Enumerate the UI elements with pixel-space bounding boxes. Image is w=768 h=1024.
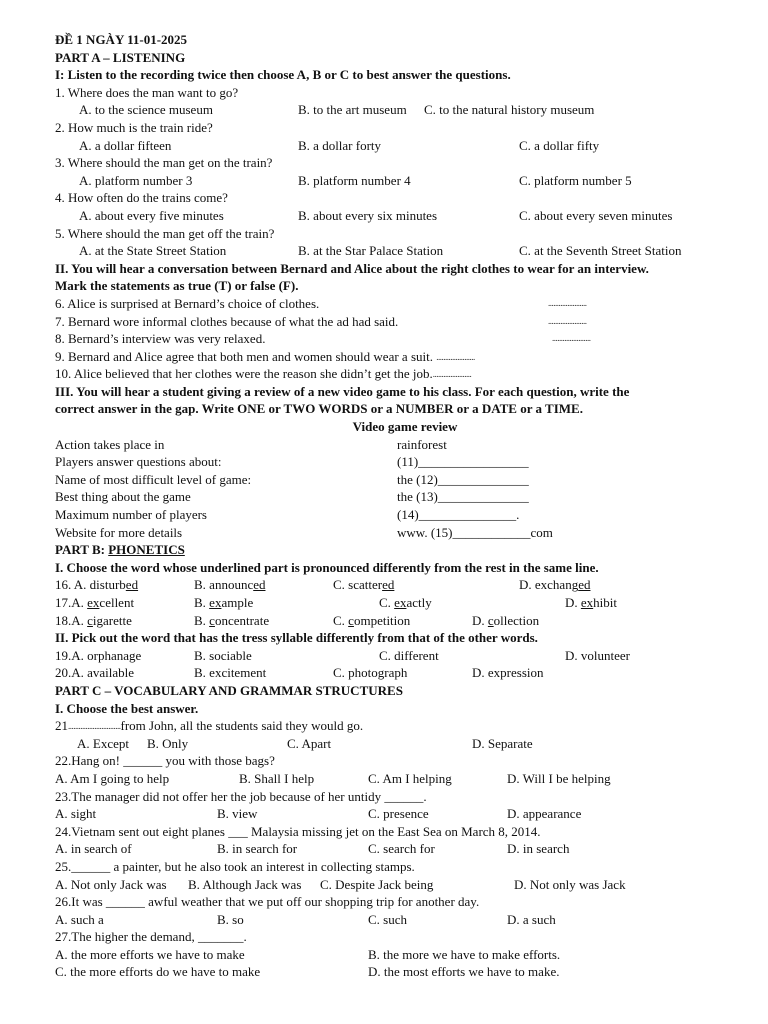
- option-d: D. exhibit: [565, 595, 618, 610]
- grammar-instruction: I. Choose the best answer.: [55, 700, 199, 716]
- option-b: B. Only: [147, 735, 189, 751]
- question-18: 18.A. cigarette B. concentrate C. competition D. collection: [55, 612, 540, 628]
- question-2: 2. How much is the train ride?: [55, 119, 213, 135]
- option-b: B. the more we have to make efforts.: [368, 946, 561, 962]
- option-c: C. exactly: [379, 595, 432, 610]
- option-b: B. concentrate: [194, 612, 270, 628]
- option-d: D. the most efforts we have to make.: [368, 964, 560, 980]
- gap-13[interactable]: the (13)______________: [397, 489, 529, 505]
- option-d: D. a such: [507, 911, 556, 927]
- question-5-options: [55, 242, 755, 260]
- option-a: A. Am I going to help: [55, 770, 170, 786]
- question-24-options: [55, 840, 755, 858]
- option-c: C. Despite Jack being: [320, 876, 434, 892]
- option-b: B. Shall I help: [239, 770, 315, 786]
- gap-11[interactable]: (11)_________________: [397, 454, 529, 470]
- option-b: B. in search for: [217, 841, 298, 857]
- review-table-title: Video game review: [352, 419, 458, 435]
- answer-blank[interactable]: ......................: [548, 297, 587, 308]
- phonetics-1-instruction: I. Choose the word whose underlined part is pronounced differently from the rest in the same line.: [55, 559, 599, 575]
- question-26: 26.It was ______ awful weather that we put off our shopping trip for another day.: [55, 894, 480, 910]
- answer-blank[interactable]: ......................: [552, 333, 591, 344]
- question-3-options: [55, 172, 755, 190]
- option-c: C. competition: [333, 612, 411, 628]
- question-3: 3. Where should the man get on the train?: [55, 155, 273, 171]
- option-a: A. in search of: [55, 841, 132, 857]
- option-d: D. volunteer: [565, 647, 630, 663]
- question-1: 1. Where does the man want to go?: [55, 84, 239, 100]
- gap-15[interactable]: www. (15)____________com: [397, 524, 553, 540]
- question-5: 5. Where should the man get off the train?: [55, 225, 275, 241]
- option-c: C. the more efforts do we have to make: [55, 964, 261, 980]
- option-d: D. in search: [507, 841, 570, 857]
- option-a: A. to the science museum: [79, 102, 213, 118]
- option-a: A. a dollar fifteen: [79, 137, 172, 153]
- answer-blank[interactable]: ......................: [436, 351, 475, 362]
- statement-9: 9. Bernard and Alice agree that both men and women should wear a suit. ......................: [55, 348, 475, 364]
- question-4: 4. How often do the trains come?: [55, 190, 228, 206]
- listening-3-instruction-cont: correct answer in the gap. Write ONE or TWO WORDS or a NUMBER or a DATE or a TIME.: [55, 401, 583, 417]
- option-c: C. Am I helping: [368, 770, 452, 786]
- answer-blank[interactable]: ......................: [432, 369, 472, 380]
- option-b: B. a dollar forty: [298, 137, 382, 153]
- option-b: B. platform number 4: [298, 172, 411, 188]
- option-b: B. to the art museum: [298, 102, 407, 118]
- option-b: B. sociable: [194, 647, 252, 663]
- part-a-heading: PART A – LISTENING: [55, 49, 186, 65]
- option-a: A. the more efforts we have to make: [55, 946, 245, 962]
- question-20: 20.A. available B. excitement C. photograph D. expression: [55, 665, 544, 681]
- option-d: D. appearance: [507, 806, 582, 822]
- option-b: B. excitement: [194, 665, 267, 681]
- phonetics-2-instruction: II. Pick out the word that has the tress syllable differently from that of the other words.: [55, 630, 538, 646]
- option-c: C. platform number 5: [519, 172, 632, 188]
- option-d: D. exchanged: [519, 577, 591, 593]
- option-c: C. such: [368, 911, 407, 927]
- question-2-options: [55, 137, 755, 155]
- option-b: B. announced: [194, 577, 266, 593]
- statement-6: 6. Alice is surprised at Bernard’s choice of clothes. ......................: [55, 295, 587, 311]
- option-c: C. photograph: [333, 665, 408, 681]
- question-27-options-row-2: [55, 963, 755, 981]
- option-c: C. presence: [368, 806, 429, 822]
- review-row: Players answer questions about: (11)_________________: [55, 454, 529, 470]
- option-a: A. at the State Street Station: [79, 243, 227, 259]
- option-a: A. platform number 3: [79, 172, 193, 188]
- gap-14[interactable]: (14)_______________.: [397, 507, 520, 523]
- question-23: 23.The manager did not offer her the job because of her untidy ______.: [55, 788, 427, 804]
- option-c: C. scattered: [333, 577, 395, 593]
- option-c: C. at the Seventh Street Station: [519, 243, 682, 259]
- listening-2-instruction-cont: Mark the statements as true (T) or false (F).: [55, 278, 299, 294]
- option-c: C. a dollar fifty: [519, 137, 600, 153]
- option-a: A. about every five minutes: [79, 207, 224, 223]
- option-d: D. Not only was Jack: [514, 876, 626, 892]
- option-b: B. so: [217, 911, 244, 927]
- question-17: 17.A. excellent B. example C. exactly D. exhibit: [55, 595, 618, 610]
- option-d: D. expression: [472, 665, 544, 681]
- option-b: B. at the Star Palace Station: [298, 243, 444, 259]
- question-26-options: [55, 911, 755, 929]
- question-22: 22.Hang on! ______ you with those bags?: [55, 753, 275, 769]
- statement-10: 10. Alice believed that her clothes were the reason she didn’t get the job.......................: [55, 366, 472, 382]
- review-row: Action takes place in rainforest: [55, 436, 447, 452]
- option-d: D. collection: [472, 612, 540, 628]
- review-row: Website for more details www. (15)____________com: [55, 524, 553, 540]
- option-b: B. about every six minutes: [298, 207, 438, 223]
- question-27-options-row-1: [55, 946, 755, 964]
- listening-3-instruction: III. You will hear a student giving a review of a new video game to his class. For each question, write the: [55, 383, 630, 399]
- answer-blank[interactable]: ......................: [548, 315, 587, 326]
- answer-blank[interactable]: ..............................: [68, 721, 121, 732]
- part-b-heading: PART B: PHONETICS: [55, 542, 185, 558]
- option-c: C. different: [379, 647, 439, 663]
- option-c: C. search for: [368, 841, 435, 857]
- option-a: A. such a: [55, 911, 104, 927]
- gap-12[interactable]: the (12)______________: [397, 471, 529, 487]
- option-d: D. Will I be helping: [507, 770, 611, 786]
- listening-2-instruction: II. You will hear a conversation between Bernard and Alice about the right clothes to wear for an interview.: [55, 260, 649, 276]
- question-24: 24.Vietnam sent out eight planes ___ Malaysia missing jet on the East Sea on March 8, 2014.: [55, 823, 541, 839]
- question-25: 25.______ a painter, but he also took an interest in collecting stamps.: [55, 858, 415, 874]
- question-4-options: [55, 207, 755, 225]
- part-c-heading: PART C – VOCABULARY AND GRAMMAR STRUCTURES: [55, 682, 403, 698]
- option-b: B. view: [217, 806, 258, 822]
- question-1-options: [55, 101, 755, 119]
- statement-7: 7. Bernard wore informal clothes because of what the ad had said. ......................: [55, 313, 587, 329]
- question-25-options: [55, 876, 755, 894]
- question-23-options: [55, 805, 755, 823]
- option-a: A. Not only Jack was: [55, 876, 167, 892]
- option-c: C. about every seven minutes: [519, 207, 673, 223]
- question-22-options: [55, 770, 755, 788]
- option-c: C. to the natural history museum: [424, 102, 595, 118]
- option-b: B. Although Jack was: [188, 876, 302, 892]
- listening-1-instruction: I: Listen to the recording twice then choose A, B or C to best answer the questions.: [55, 67, 511, 83]
- review-row: Name of most difficult level of game: the (12)______________: [55, 471, 529, 487]
- statement-8: 8. Bernard’s interview was very relaxed. ......................: [55, 331, 591, 347]
- exam-document: [55, 31, 755, 981]
- option-a: A. sight: [55, 806, 97, 822]
- review-value: rainforest: [397, 436, 447, 452]
- question-19: 19.A. orphanage B. sociable C. different D. volunteer: [55, 647, 630, 663]
- question-16: 16. A. disturbed B. announced C. scattered D. exchanged: [55, 577, 591, 593]
- option-a: A. Except: [77, 735, 129, 751]
- question-21-options: [55, 735, 755, 753]
- option-d: D. Separate: [472, 735, 533, 751]
- option-b: B. example: [194, 595, 254, 610]
- exam-title: ĐỀ 1 NGÀY 11-01-2025: [55, 32, 188, 47]
- option-c: C. Apart: [287, 735, 332, 751]
- question-21: 21..............................from John, all the students said they would go.: [55, 718, 364, 734]
- question-27: 27.The higher the demand, _______.: [55, 929, 247, 945]
- review-row: Maximum number of players (14)_______________.: [55, 507, 520, 523]
- review-row: Best thing about the game the (13)______________: [55, 489, 529, 505]
